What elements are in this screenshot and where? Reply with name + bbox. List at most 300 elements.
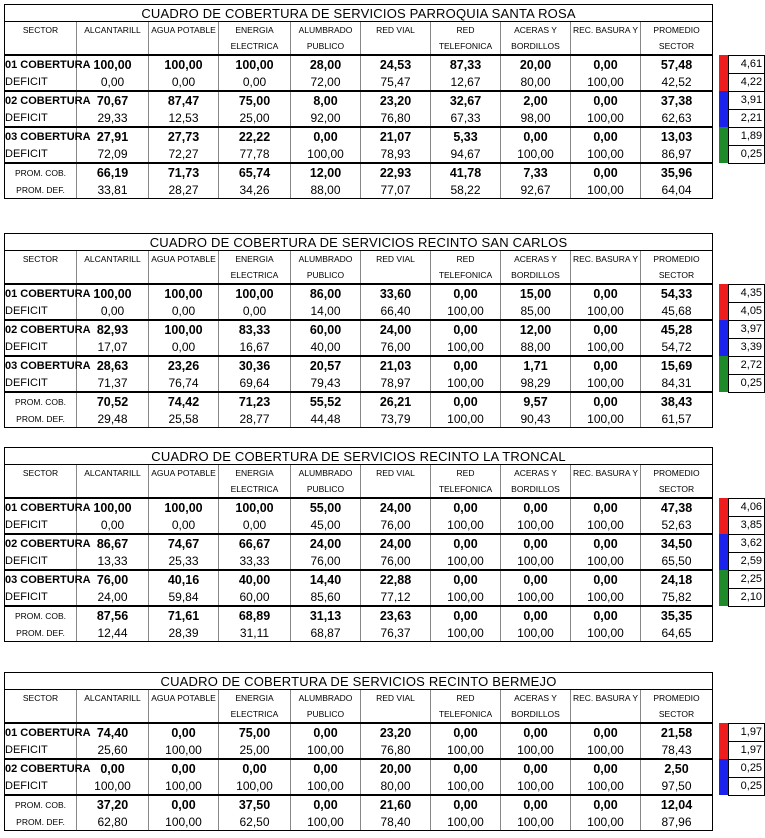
column-header: ALUMBRADO [291,690,361,707]
coverage-value: 14,40 [291,570,361,588]
column-header: RED [431,690,501,707]
sector-coverage-label: 03 COBERTURA [5,356,77,374]
column-header-line2 [361,481,431,498]
average-coverage-value: 68,89 [219,606,291,624]
column-header: ALUMBRADO [291,465,361,482]
deficit-value: 29,33 [77,109,149,127]
deficit-value: 100,00 [571,145,641,163]
deficit-value: 60,00 [219,588,291,606]
deficit-value: 77,12 [361,588,431,606]
coverage-value: 55,00 [291,498,361,516]
column-header-line2: TELEFONICA [431,706,501,723]
spacer [719,267,729,284]
coverage-value: 83,33 [219,320,291,338]
average-deficit-value: 87,96 [641,813,713,831]
coverage-value: 40,16 [149,570,219,588]
column-header: ALCANTARILL [77,251,149,268]
column-header-line2: PUBLICO [291,38,361,55]
deficit-value: 76,00 [291,552,361,570]
sector-color-bar [719,723,729,759]
column-header: ACERAS Y [501,251,571,268]
column-header-line2 [149,706,219,723]
coverage-value: 100,00 [149,55,219,73]
sector-deficit-label: DEFICIT [5,302,77,320]
coverage-value: 0,00 [291,759,361,777]
table-title: CUADRO DE COBERTURA DE SERVICIOS PARROQUIA SANTA ROSA [5,5,713,22]
column-header: ALCANTARILL [77,22,149,39]
sector-coverage-label: 03 COBERTURA [5,127,77,145]
column-header-line2: SECTOR [641,706,713,723]
sector-color-swatch [719,284,729,320]
coverage-value: 0,00 [431,498,501,516]
coverage-value: 24,00 [291,534,361,552]
coverage-value: 2,00 [501,91,571,109]
deficit-value: 65,50 [641,552,713,570]
deficit-value: 0,00 [77,302,149,320]
title-spacer [713,234,765,251]
coverage-row [5,534,765,552]
column-header: RED [431,465,501,482]
deficit-value: 45,00 [291,516,361,534]
spacer [729,795,765,813]
sector-coverage-label: 02 COBERTURA [5,91,77,109]
average-deficit-value: 92,67 [501,181,571,199]
coverage-value: 0,00 [431,534,501,552]
deficit-value: 88,00 [501,338,571,356]
spacer [719,465,729,482]
column-header-line2 [361,267,431,284]
coverage-value: 24,00 [361,498,431,516]
deficit-value: 0,00 [149,516,219,534]
average-deficit-value: 31,11 [219,624,291,642]
column-header: PROMEDIO [641,251,713,268]
average-coverage-value: 9,57 [501,392,571,410]
coverage-value: 100,00 [219,498,291,516]
sector-coverage-index: 0,25 [729,759,765,777]
sector-deficit-label: DEFICIT [5,516,77,534]
deficit-value: 78,43 [641,741,713,759]
spacer [729,410,765,428]
deficit-value: 100,00 [571,741,641,759]
coverage-value: 13,03 [641,127,713,145]
deficit-value: 100,00 [571,777,641,795]
column-header-line2 [571,38,641,55]
deficit-row [5,302,765,320]
sector-deficit-index: 1,97 [729,741,765,759]
coverage-value: 60,00 [291,320,361,338]
average-deficit-value: 100,00 [571,624,641,642]
coverage-value: 8,00 [291,91,361,109]
deficit-value: 76,80 [361,109,431,127]
spacer [719,251,729,268]
average-coverage-row [5,795,765,813]
column-header: RED VIAL [361,251,431,268]
average-coverage-value: 23,63 [361,606,431,624]
deficit-value: 94,67 [431,145,501,163]
spacer [719,163,729,181]
coverage-value: 23,26 [149,356,219,374]
average-deficit-value: 25,58 [149,410,219,428]
deficit-value: 100,00 [431,777,501,795]
coverage-value: 86,67 [77,534,149,552]
deficit-value: 72,27 [149,145,219,163]
coverage-value: 0,00 [149,723,219,741]
header-sector-cont [5,38,77,55]
column-header-line2 [571,706,641,723]
column-header-line2 [77,706,149,723]
deficit-value: 62,63 [641,109,713,127]
column-header: ENERGIA [219,690,291,707]
column-header-line2 [571,267,641,284]
coverage-value: 24,53 [361,55,431,73]
average-coverage-value: 37,50 [219,795,291,813]
coverage-value: 23,20 [361,723,431,741]
sector-color-bar [719,320,729,356]
column-header: ALUMBRADO [291,251,361,268]
sector-deficit-label: DEFICIT [5,374,77,392]
average-deficit-value: 100,00 [291,813,361,831]
deficit-value: 100,00 [149,777,219,795]
spacer [719,706,729,723]
coverage-value: 28,00 [291,55,361,73]
average-deficit-value: 100,00 [149,813,219,831]
average-deficit-value: 77,07 [361,181,431,199]
deficit-value: 100,00 [219,777,291,795]
deficit-value: 33,33 [219,552,291,570]
average-deficit-value: 100,00 [501,624,571,642]
column-header-line2: PUBLICO [291,267,361,284]
coverage-value: 100,00 [77,55,149,73]
coverage-value: 86,00 [291,284,361,302]
coverage-table-block [4,447,762,642]
sector-color-swatch [719,320,729,356]
average-coverage-row [5,392,765,410]
deficit-value: 100,00 [571,516,641,534]
column-header-line2 [149,38,219,55]
sector-color-swatch [719,55,729,91]
average-deficit-row [5,624,765,642]
sector-deficit-index: 4,22 [729,73,765,91]
sector-color-swatch [719,356,729,392]
deficit-value: 0,00 [77,516,149,534]
sector-coverage-index: 2,72 [729,356,765,374]
sector-coverage-label: 03 COBERTURA [5,570,77,588]
column-header: REC. BASURA Y [571,251,641,268]
column-header: PROMEDIO [641,690,713,707]
column-header-line2: ELECTRICA [219,267,291,284]
coverage-value: 37,38 [641,91,713,109]
deficit-value: 25,00 [219,109,291,127]
sector-coverage-index: 4,61 [729,55,765,73]
coverage-row [5,570,765,588]
average-coverage-row [5,606,765,624]
column-header-line2: PUBLICO [291,481,361,498]
coverage-value: 23,20 [361,91,431,109]
deficit-value: 98,29 [501,374,571,392]
average-coverage-value: 0,00 [571,795,641,813]
coverage-value: 0,00 [431,570,501,588]
deficit-value: 0,00 [149,302,219,320]
coverage-value: 0,00 [501,570,571,588]
coverage-value: 100,00 [219,284,291,302]
column-header: ACERAS Y [501,465,571,482]
average-coverage-value: 0,00 [291,795,361,813]
deficit-value: 100,00 [431,302,501,320]
sector-color-bar [719,55,729,91]
coverage-value: 21,03 [361,356,431,374]
coverage-value: 32,67 [431,91,501,109]
coverage-value: 15,69 [641,356,713,374]
average-coverage-label: PROM. COB. [5,606,77,624]
coverage-value: 21,07 [361,127,431,145]
deficit-value: 100,00 [571,109,641,127]
coverage-value: 0,00 [501,127,571,145]
coverage-table [4,233,765,428]
spacer [729,251,765,268]
column-header-line2 [361,706,431,723]
spacer [729,163,765,181]
column-header-line2: ELECTRICA [219,481,291,498]
deficit-value: 40,00 [291,338,361,356]
coverage-row [5,723,765,741]
average-deficit-value: 61,57 [641,410,713,428]
column-header: REC. BASURA Y [571,465,641,482]
deficit-value: 76,00 [361,516,431,534]
spacer [729,38,765,55]
sector-coverage-index: 3,62 [729,534,765,552]
deficit-value: 17,07 [77,338,149,356]
column-header: PROMEDIO [641,22,713,39]
coverage-value: 5,33 [431,127,501,145]
coverage-value: 0,00 [291,723,361,741]
column-header-line2: TELEFONICA [431,267,501,284]
column-header: RED VIAL [361,22,431,39]
average-deficit-value: 29,48 [77,410,149,428]
coverage-value: 0,00 [291,127,361,145]
deficit-value: 100,00 [149,741,219,759]
coverage-value: 0,00 [571,759,641,777]
coverage-value: 0,00 [571,356,641,374]
column-header: REC. BASURA Y [571,690,641,707]
average-deficit-value: 100,00 [571,181,641,199]
spacer [719,813,729,831]
spacer [729,690,765,707]
sector-coverage-index: 1,97 [729,723,765,741]
average-deficit-value: 78,40 [361,813,431,831]
deficit-value: 100,00 [291,777,361,795]
column-header-line2 [149,267,219,284]
sector-coverage-label: 01 COBERTURA [5,284,77,302]
coverage-value: 30,36 [219,356,291,374]
column-header: AGUA POTABLE [149,465,219,482]
coverage-row [5,91,765,109]
column-header-line2: TELEFONICA [431,38,501,55]
average-coverage-value: 22,93 [361,163,431,181]
coverage-value: 0,00 [501,498,571,516]
coverage-value: 0,00 [431,284,501,302]
coverage-row [5,320,765,338]
coverage-value: 0,00 [431,759,501,777]
average-coverage-value: 0,00 [431,392,501,410]
column-header-line2: TELEFONICA [431,481,501,498]
average-deficit-value: 62,80 [77,813,149,831]
coverage-value: 1,71 [501,356,571,374]
coverage-value: 33,60 [361,284,431,302]
sector-coverage-index: 1,89 [729,127,765,145]
spacer [729,181,765,199]
deficit-value: 75,47 [361,73,431,91]
sector-deficit-index: 3,39 [729,338,765,356]
coverage-value: 0,00 [571,723,641,741]
average-deficit-value: 28,77 [219,410,291,428]
title-spacer [713,448,765,465]
deficit-value: 78,97 [361,374,431,392]
deficit-row [5,338,765,356]
coverage-value: 20,00 [361,759,431,777]
sector-deficit-label: DEFICIT [5,588,77,606]
average-coverage-value: 66,19 [77,163,149,181]
header-sector-cont [5,267,77,284]
deficit-value: 14,00 [291,302,361,320]
deficit-row [5,777,765,795]
sector-deficit-label: DEFICIT [5,777,77,795]
title-spacer [713,673,765,690]
column-header-line2: SECTOR [641,38,713,55]
coverage-value: 2,50 [641,759,713,777]
deficit-value: 16,67 [219,338,291,356]
spacer [729,465,765,482]
sector-color-bar [719,284,729,320]
coverage-value: 87,33 [431,55,501,73]
deficit-value: 92,00 [291,109,361,127]
average-deficit-value: 100,00 [571,813,641,831]
sector-deficit-label: DEFICIT [5,741,77,759]
deficit-row [5,552,765,570]
deficit-value: 13,33 [77,552,149,570]
average-deficit-row [5,181,765,199]
deficit-value: 100,00 [571,588,641,606]
spacer [719,624,729,642]
column-header-line2: ELECTRICA [219,38,291,55]
spacer [719,392,729,410]
sector-deficit-label: DEFICIT [5,109,77,127]
average-deficit-value: 33,81 [77,181,149,199]
deficit-value: 12,53 [149,109,219,127]
coverage-value: 74,40 [77,723,149,741]
average-coverage-value: 55,52 [291,392,361,410]
column-header-line2: BORDILLOS [501,481,571,498]
coverage-value: 57,48 [641,55,713,73]
average-deficit-value: 58,22 [431,181,501,199]
coverage-value: 100,00 [149,320,219,338]
average-coverage-value: 71,73 [149,163,219,181]
deficit-value: 100,00 [571,374,641,392]
coverage-value: 0,00 [571,55,641,73]
column-header: ALCANTARILL [77,690,149,707]
average-coverage-value: 21,60 [361,795,431,813]
deficit-value: 76,00 [361,338,431,356]
column-header: ENERGIA [219,465,291,482]
average-coverage-value: 0,00 [571,392,641,410]
sector-color-bar [719,356,729,392]
deficit-value: 12,67 [431,73,501,91]
sector-color-bar [719,127,729,163]
deficit-row [5,109,765,127]
coverage-value: 20,57 [291,356,361,374]
spacer [719,181,729,199]
header-sector: SECTOR [5,251,77,268]
deficit-value: 100,00 [501,516,571,534]
sector-deficit-index: 0,25 [729,777,765,795]
coverage-value: 0,00 [219,759,291,777]
deficit-value: 0,00 [219,516,291,534]
sector-deficit-index: 4,05 [729,302,765,320]
spacer [719,606,729,624]
average-coverage-value: 26,21 [361,392,431,410]
average-deficit-value: 100,00 [431,624,501,642]
deficit-row [5,741,765,759]
deficit-value: 80,00 [501,73,571,91]
coverage-value: 34,50 [641,534,713,552]
column-header-line2: BORDILLOS [501,706,571,723]
sector-coverage-index: 3,97 [729,320,765,338]
spacer [719,410,729,428]
deficit-value: 79,43 [291,374,361,392]
deficit-value: 76,80 [361,741,431,759]
spacer [719,795,729,813]
column-header: ALCANTARILL [77,465,149,482]
average-coverage-value: 7,33 [501,163,571,181]
sector-coverage-label: 02 COBERTURA [5,759,77,777]
deficit-value: 100,00 [501,145,571,163]
coverage-value: 54,33 [641,284,713,302]
average-deficit-value: 12,44 [77,624,149,642]
average-deficit-label: PROM. DEF. [5,410,77,428]
deficit-value: 85,00 [501,302,571,320]
coverage-value: 66,67 [219,534,291,552]
average-deficit-value: 64,65 [641,624,713,642]
average-deficit-value: 44,48 [291,410,361,428]
sector-deficit-label: DEFICIT [5,338,77,356]
coverage-table-block [4,4,762,199]
deficit-value: 100,00 [501,741,571,759]
average-coverage-value: 0,00 [431,606,501,624]
coverage-value: 100,00 [77,498,149,516]
deficit-value: 25,33 [149,552,219,570]
coverage-value: 100,00 [77,284,149,302]
coverage-value: 22,88 [361,570,431,588]
average-coverage-value: 12,04 [641,795,713,813]
coverage-value: 0,00 [431,320,501,338]
average-deficit-value: 28,27 [149,181,219,199]
coverage-value: 0,00 [431,356,501,374]
coverage-row [5,284,765,302]
column-header-line2 [571,481,641,498]
coverage-value: 40,00 [219,570,291,588]
sector-deficit-label: DEFICIT [5,73,77,91]
average-coverage-value: 0,00 [571,606,641,624]
column-header: RED VIAL [361,465,431,482]
average-coverage-value: 87,56 [77,606,149,624]
coverage-value: 0,00 [571,284,641,302]
average-coverage-value: 0,00 [149,795,219,813]
deficit-value: 100,00 [431,552,501,570]
coverage-value: 87,47 [149,91,219,109]
deficit-value: 100,00 [431,741,501,759]
column-header: AGUA POTABLE [149,690,219,707]
header-sector: SECTOR [5,22,77,39]
deficit-value: 100,00 [291,741,361,759]
